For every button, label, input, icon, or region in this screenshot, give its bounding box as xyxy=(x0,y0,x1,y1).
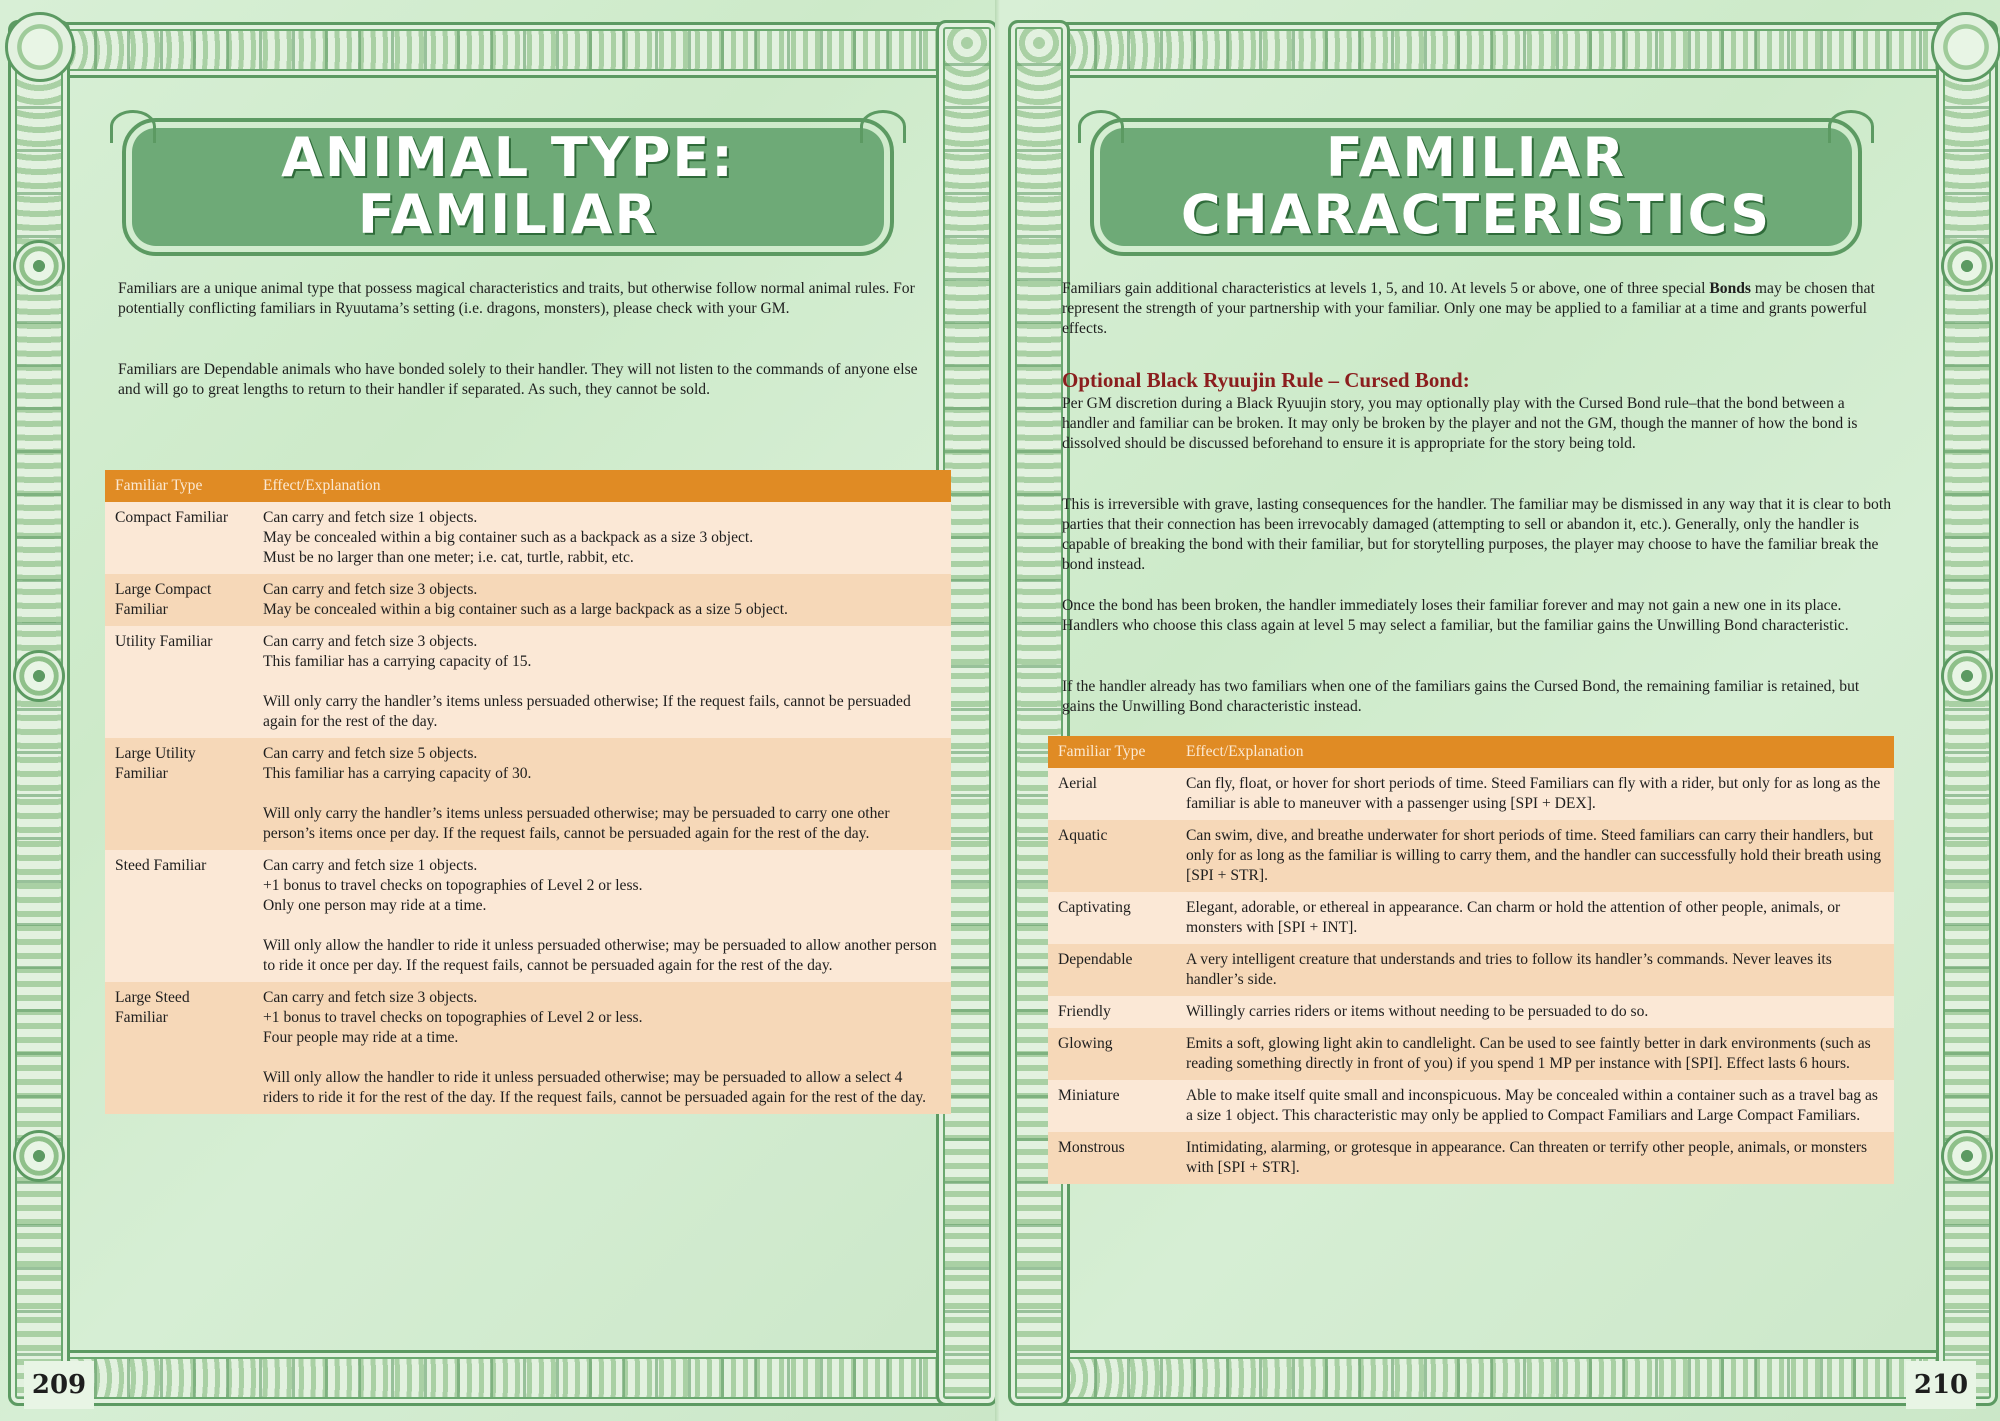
table-row xyxy=(105,574,951,626)
left-border xyxy=(1008,20,1070,1406)
corner-ornament xyxy=(5,12,75,82)
familiar-type-cell: Large Compact Familiar xyxy=(105,574,253,626)
section-subheading: Optional Black Ryuujin Rule – Cursed Bond: xyxy=(1062,368,1470,392)
intro-paragraph: Familiars are Dependable animals who have bonded solely to their handler. They will not listen to the commands of anyone else and will go to great lengths to return to their handler if separated. As such, they cannot be sold. xyxy=(118,361,918,398)
left-border xyxy=(8,20,70,1406)
effect-cell: Elegant, adorable, or ethereal in appearance. Can charm or hold the attention of other people, animals, or monsters with [SPI + INT]. xyxy=(1176,892,1894,944)
effect-cell: Can carry and fetch size 3 objects. This familiar has a carrying capacity of 15. Will only carry the handler’s items unless persuaded otherwise; If the request fails, cannot be persuaded again for the rest of the day. xyxy=(253,626,951,738)
bottom-border xyxy=(28,1350,974,1406)
characteristic-cell: Monstrous xyxy=(1048,1132,1176,1184)
table-row xyxy=(1048,892,1894,944)
intro-text: may be chosen that represent the strength of your partnership with your familiar. Only one may be applied to a familiar at a time and grants powerful effects. xyxy=(1062,280,1875,337)
right-border xyxy=(1936,20,1998,1406)
characteristic-cell: Aerial xyxy=(1048,768,1176,820)
table-row xyxy=(1048,1028,1894,1080)
familiar-type-cell: Utility Familiar xyxy=(105,626,253,738)
characteristic-cell: Captivating xyxy=(1048,892,1176,944)
effect-cell: Can carry and fetch size 3 objects. May be concealed within a big container such as a large backpack as a size 5 object. xyxy=(253,574,951,626)
intro-text: Familiars gain additional characteristics at levels 1, 5, and 10. At levels 5 or above, one of three special xyxy=(1062,280,1710,297)
roundel-ornament xyxy=(13,650,65,702)
bottom-border xyxy=(1028,1350,1974,1406)
table-row xyxy=(105,982,951,1114)
characteristic-cell: Dependable xyxy=(1048,944,1176,996)
table-row xyxy=(1048,768,1894,820)
intro-paragraph xyxy=(1062,279,1882,339)
roundel-ornament xyxy=(1941,650,1993,702)
roundel-ornament xyxy=(1941,1130,1993,1182)
table-row xyxy=(1048,996,1894,1028)
table-row xyxy=(1048,944,1894,996)
page-title-line2: FAMILIAR xyxy=(357,183,659,246)
characteristic-cell: Miniature xyxy=(1048,1080,1176,1132)
table-header: Familiar Type xyxy=(105,470,253,502)
body-paragraph: Once the bond has been broken, the handler immediately loses their familiar forever and may not gain a new one in its place. Handlers who choose this class again at level 5 may select a familiar, but the familiar gains the Unwilling Bond characteristic. xyxy=(1062,597,1849,634)
effect-cell: Intimidating, alarming, or grotesque in appearance. Can threaten or terrify other people, animals, or monsters with [SPI + STR]. xyxy=(1176,1132,1894,1184)
body-paragraph: Per GM discretion during a Black Ryuujin story, you may optionally play with the Cursed Bond rule–that the bond between a handler and familiar can be broken. It may only be broken by the player and not the GM, though the manner of how the bond is dissolved should be discussed beforehand to ensure it is appropriate for the story being told. xyxy=(1062,395,1858,452)
page-title-line2: CHARACTERISTICS xyxy=(1180,183,1772,246)
roundel-ornament xyxy=(13,240,65,292)
table-header: Effect/Explanation xyxy=(253,470,951,502)
effect-cell: A very intelligent creature that understands and tries to follow its handler’s commands. Never leaves its handler’s side. xyxy=(1176,944,1894,996)
table-header: Effect/Explanation xyxy=(1176,736,1894,768)
page-number: 209 xyxy=(24,1361,94,1409)
body-paragraph: This is irreversible with grave, lasting consequences for the handler. The familiar may be dismissed in any way that it is clear to both parties that their connection has been irrevocably damaged (attempting to sell or abandon it, etc.). Generally, only the handler is capable of breaking the bond with their familiar, but for storytelling purposes, the player may choose to have the familiar break the bond instead. xyxy=(1062,496,1891,573)
table-row xyxy=(105,850,951,982)
effect-cell: Can fly, float, or hover for short periods of time. Steed Familiars can fly with a rider, but only for as long as the familiar is able to maneuver with a passenger using [SPI + DEX]. xyxy=(1176,768,1894,820)
table-row xyxy=(105,738,951,850)
effect-cell: Can carry and fetch size 3 objects. +1 bonus to travel checks on topographies of Level 2 or less. Four people may ride at a time. Will only allow the handler to ride it unless persuaded otherwise; may be persuaded to allow a select 4 riders to ride it for the rest of the day. If the request fails, cannot be persuaded again for the rest of the day. xyxy=(253,982,951,1114)
page-title-banner xyxy=(1100,128,1852,246)
top-border xyxy=(1028,22,1974,78)
intro-paragraph: Familiars are a unique animal type that possess magical characteristics and traits, but otherwise follow normal animal rules. For potentially conflicting familiars in Ryuutama’s setting (i.e. dragons, monsters), please check with your GM. xyxy=(118,280,915,317)
roundel-ornament xyxy=(1941,240,1993,292)
table-row xyxy=(1048,1132,1894,1184)
familiar-type-cell: Large Utility Familiar xyxy=(105,738,253,850)
page-title-banner xyxy=(132,128,884,246)
characteristic-cell: Glowing xyxy=(1048,1028,1176,1080)
familiar-type-cell: Compact Familiar xyxy=(105,502,253,574)
familiar-type-table xyxy=(105,470,951,1114)
effect-cell: Can swim, dive, and breathe underwater for short periods of time. Steed familiars can carry their handlers, but only for as long as the familiar is willing to carry them, and the handler can successfully hold their breath using [SPI + STR]. xyxy=(1176,820,1894,892)
table-row xyxy=(105,626,951,738)
table-header: Familiar Type xyxy=(1048,736,1176,768)
bonds-term: Bonds xyxy=(1709,280,1751,297)
effect-cell: Willingly carries riders or items without needing to be persuaded to do so. xyxy=(1176,996,1894,1028)
familiar-characteristics-table xyxy=(1048,736,1894,1184)
page-number: 210 xyxy=(1906,1361,1976,1409)
body-paragraph: If the handler already has two familiars when one of the familiars gains the Cursed Bond, the remaining familiar is retained, but gains the Unwilling Bond characteristic instead. xyxy=(1062,678,1860,715)
table-row xyxy=(105,502,951,574)
effect-cell: Able to make itself quite small and inconspicuous. May be concealed within a container such as a travel bag as a size 1 object. This characteristic may only be applied to Compact Familiars and Large Compact Familiars. xyxy=(1176,1080,1894,1132)
characteristic-cell: Aquatic xyxy=(1048,820,1176,892)
right-page xyxy=(1000,0,2000,1421)
characteristic-cell: Friendly xyxy=(1048,996,1176,1028)
top-border xyxy=(28,22,974,78)
roundel-ornament xyxy=(13,1130,65,1182)
effect-cell: Emits a soft, glowing light akin to candlelight. Can be used to see faintly better in dark environments (such as reading something directly in front of you) if you spend 1 MP per instance with [SPI]. Effect lasts 6 hours. xyxy=(1176,1028,1894,1080)
page-title-line1: FAMILIAR xyxy=(1325,126,1627,190)
familiar-type-cell: Steed Familiar xyxy=(105,850,253,982)
familiar-type-cell: Large Steed Familiar xyxy=(105,982,253,1114)
effect-cell: Can carry and fetch size 1 objects. May be concealed within a big container such as a backpack as a size 3 object. Must be no larger than one meter; i.e. cat, turtle, rabbit, etc. xyxy=(253,502,951,574)
table-row xyxy=(1048,1080,1894,1132)
effect-cell: Can carry and fetch size 5 objects. This familiar has a carrying capacity of 30. Will only carry the handler’s items unless persuaded otherwise; may be persuaded to carry one other person’s items once per day. If the request fails, cannot be persuaded again for the rest of the day. xyxy=(253,738,951,850)
corner-ornament xyxy=(1931,12,2000,82)
page-title-line1: ANIMAL TYPE: xyxy=(281,126,735,190)
effect-cell: Can carry and fetch size 1 objects. +1 bonus to travel checks on topographies of Level 2 or less. Only one person may ride at a time. Will only allow the handler to ride it unless persuaded otherwise; may be persuaded to allow another person to ride it once per day. If the request fails, cannot be persuaded again for the rest of the day. xyxy=(253,850,951,982)
table-row xyxy=(1048,820,1894,892)
